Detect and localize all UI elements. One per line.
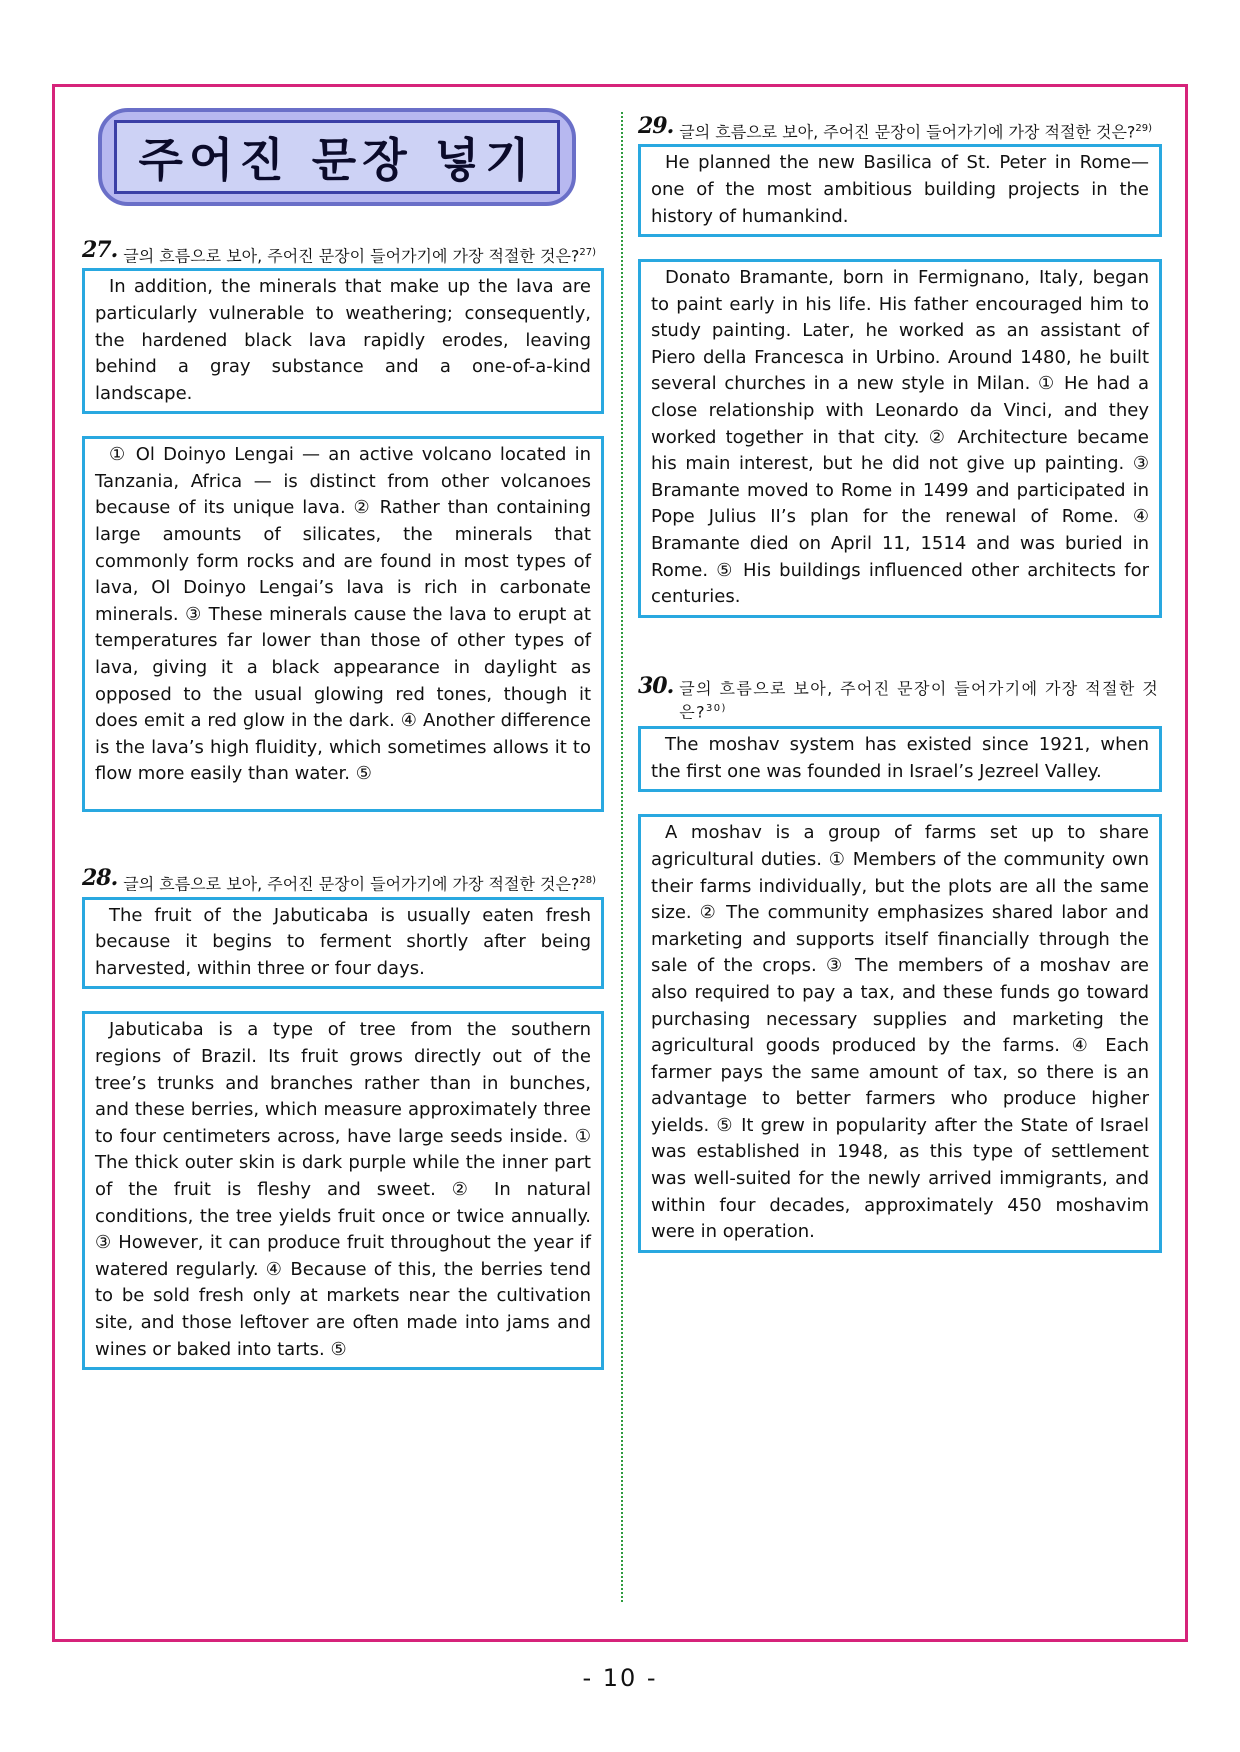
footnote-ref: 28) xyxy=(579,875,597,887)
passage-box: Donato Bramante, born in Fermignano, Italy, began to paint early in his life. His father encouraged him to study painting. Later, he worked as an assistant of Piero della Francesca in Urbino. Around 1480, he built several churches in a new style in Milan. ① He had a close relationship with Leonardo da Vinci, and they worked together in that city. ② Architecture became his main interest, but he did not give up painting. ③ Bramante moved to Rome in 1499 and participated in Pope Julius II’s plan for the renewal of Rome. ④ Bramante died on April 11, 1514 and was buried in Rome. ⑤ His buildings influenced other architects for centuries. xyxy=(638,259,1162,618)
given-sentence-box: The moshav system has existed since 1921, when the first one was founded in Israel’s Jezreel Valley. xyxy=(638,726,1162,792)
question-prompt: 글의 흐름으로 보아, 주어진 문장이 들어가기에 가장 적절한 것은?$^{28)}$ xyxy=(123,874,597,894)
question-prompt: 글의 흐름으로 보아, 주어진 문장이 들어가기에 가장 적절한 것은?$^{29)}$ xyxy=(679,122,1153,142)
given-sentence-box: He planned the new Basilica of St. Peter in Rome— one of the most ambitious building projects in the history of humankind. xyxy=(638,144,1162,237)
question-30-header xyxy=(638,672,1162,722)
question-28-header xyxy=(82,865,604,894)
column-divider xyxy=(621,112,623,1602)
section-title: 주어진 문장 넣기 xyxy=(114,120,560,194)
question-prompt: 글의 흐름으로 보아, 주어진 문장이 들어가기에 가장 적절한 것은?$^{30)}$ xyxy=(679,678,1160,722)
question-number: 30. xyxy=(638,672,674,699)
passage-box: ① Ol Doinyo Lengai — an active volcano located in Tanzania, Africa — is distinct from other volcanoes because of its unique lava. ② Rather than containing large amounts of silicates, the minerals that commonly form rocks and are found in most types of lava, Ol Doinyo Lengai’s lava is rich in carbonate minerals. ③ These minerals cause the lava to erupt at temperatures far lower than those of other types of lava, giving it a black appearance in daylight as opposed to the usual glowing red tones, though it does emit a red glow in the dark. ④ Another difference is the lava’s high fluidity, which sometimes allows it to flow more easily than water. ⑤ xyxy=(82,436,604,812)
question-prompt: 글의 흐름으로 보아, 주어진 문장이 들어가기에 가장 적절한 것은?$^{27)}$ xyxy=(123,246,597,266)
passage-box: A moshav is a group of farms set up to share agricultural duties. ① Members of the community own their farms individually, but the plots are all the same size. ② The community emphasizes shared labor and marketing and supports itself financially through the sale of the crops. ③ The members of a moshav are also required to pay a tax, and these funds go toward purchasing necessary supplies and marketing the agricultural goods produced by the farms. ④ Each farmer pays the same amount of tax, so there is an advantage to better farmers who produce higher yields. ⑤ It grew in popularity after the State of Israel was established in 1948, as this type of settlement was well-suited for the newly arrived immigrants, and within four decades, approximately 450 moshavim were in operation. xyxy=(638,814,1162,1253)
given-sentence-box: In addition, the minerals that make up the lava are particularly vulnerable to weathering; consequently, the hardened black lava rapidly erodes, leaving behind a gray substance and a one-of-a-kind landscape. xyxy=(82,268,604,414)
given-sentence-box: The fruit of the Jabuticaba is usually eaten fresh because it begins to ferment shortly after being harvested, within three or four days. xyxy=(82,897,604,990)
passage-box: Jabuticaba is a type of tree from the southern regions of Brazil. Its fruit grows directly out of the tree’s trunks and branches rather than in bunches, and these berries, which measure approximately three to four centimeters across, have large seeds inside. ① The thick outer skin is dark purple while the inner part of the fruit is fleshy and sweet. ② In natural conditions, the tree yields fruit once or twice annually. ③ However, it can produce fruit throughout the year if watered regularly. ④ Because of this, the berries tend to be sold fresh only at markets near the cultivation site, and those leftover are often made into jams and wines or baked into tarts. ⑤ xyxy=(82,1011,604,1370)
right-column xyxy=(638,108,1162,1253)
footnote-ref: 29) xyxy=(1135,123,1153,134)
question-29-header xyxy=(638,113,1162,142)
page-number: - 10 - xyxy=(582,1664,658,1692)
question-number: 28. xyxy=(82,865,118,892)
footnote-ref: 27) xyxy=(579,247,597,258)
left-column xyxy=(82,108,604,1370)
section-title-banner xyxy=(98,108,576,206)
question-27-header xyxy=(82,237,604,266)
footnote-ref: 30) xyxy=(706,702,727,714)
question-number: 27. xyxy=(82,237,118,263)
question-number: 29. xyxy=(638,113,674,139)
